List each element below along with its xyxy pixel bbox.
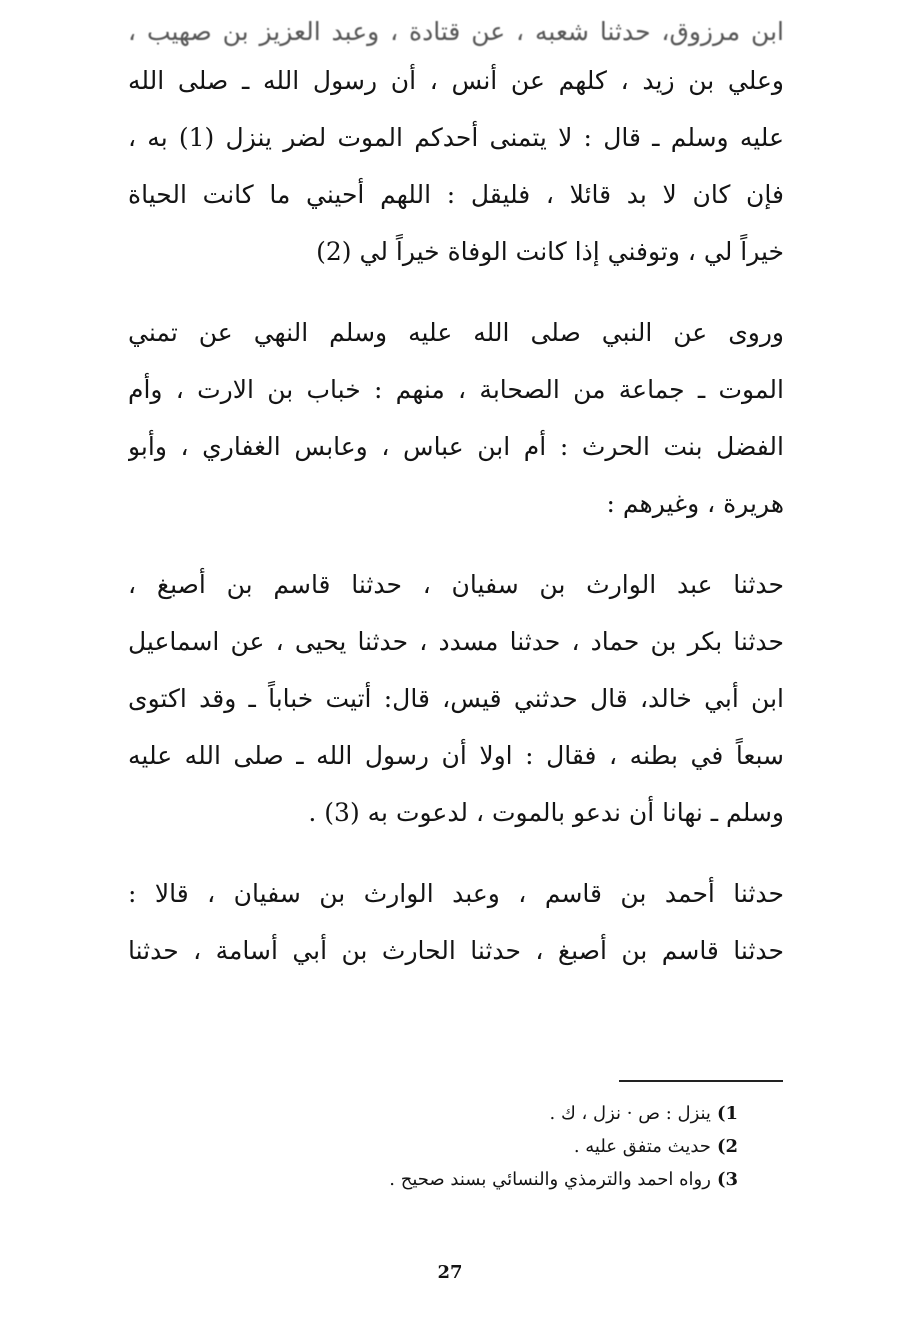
- footnote-item: [300, 1097, 738, 1130]
- footnote-text: حديث متفق عليه .: [573, 1136, 711, 1157]
- text-line: الموت ـ جماعة من الصحابة ، منهم : خباب بن الارت ، وأم: [128, 375, 784, 404]
- footnote-number: 2): [716, 1136, 738, 1157]
- footnote-text: ينزل : ص · نزل ، ك .: [549, 1103, 711, 1124]
- footnote-item: [300, 1163, 738, 1196]
- text-line: حدثنا بكر بن حماد ، حدثنا مسدد ، حدثنا يحيى ، عن اسماعيل: [128, 627, 784, 656]
- text-line: عليه وسلم ـ قال : لا يتمنى أحدكم الموت لضر ينزل (1) به ،: [128, 123, 784, 152]
- footnote-divider: [619, 1080, 783, 1082]
- paragraph-4: [128, 865, 784, 979]
- footnote-item: [300, 1130, 738, 1163]
- text-line: سبعاً في بطنه ، فقال : اولا أن رسول الله ـ صلى الله عليه: [128, 741, 784, 770]
- paragraph-3: [128, 556, 784, 841]
- footnote-text: رواه احمد والترمذي والنسائي بسند صحيح .: [389, 1169, 711, 1190]
- page-number: 27: [437, 1262, 463, 1283]
- footnote-number: 3): [716, 1169, 738, 1190]
- text-line: وعلي بن زيد ، كلهم عن أنس ، أن رسول الله ـ صلى الله: [128, 66, 784, 95]
- main-text: [128, 18, 784, 1003]
- text-line: حدثنا أحمد بن قاسم ، وعبد الوارث بن سفيان ، قالا :: [128, 879, 784, 908]
- text-line: هريرة ، وغيرهم :: [606, 489, 784, 518]
- paragraph-2: [128, 304, 784, 532]
- text-line: فإن كان لا بد قائلا ، فليقل : اللهم أحيني ما كانت الحياة: [128, 180, 784, 209]
- footnotes: [300, 1097, 738, 1196]
- text-line: حدثنا قاسم بن أصبغ ، حدثنا الحارث بن أبي أسامة ، حدثنا: [128, 936, 784, 965]
- text-line: وسلم ـ نهانا أن ندعو بالموت ، لدعوت به (3) .: [308, 798, 784, 827]
- text-line: ابن أبي خالد، قال حدثني قيس، قال: أتيت خباباً ـ وقد اكتوى: [128, 684, 784, 713]
- footnote-number: 1): [716, 1103, 738, 1124]
- text-line: الفضل بنت الحرث : أم ابن عباس ، وعابس الغفاري ، وأبو: [128, 432, 784, 461]
- paragraph-1: [128, 12, 784, 280]
- text-line: حدثنا عبد الوارث بن سفيان ، حدثنا قاسم بن أصبغ ،: [128, 570, 784, 599]
- text-line: خيراً لي ، وتوفني إذا كانت الوفاة خيراً لي (2): [316, 237, 784, 266]
- text-line: ابن مرزوق، حدثنا شعبه ، عن قتادة ، وعبد العزيز بن صهيب ،: [128, 17, 784, 46]
- text-line: وروى عن النبي صلى الله عليه وسلم النهي عن تمني: [128, 318, 784, 347]
